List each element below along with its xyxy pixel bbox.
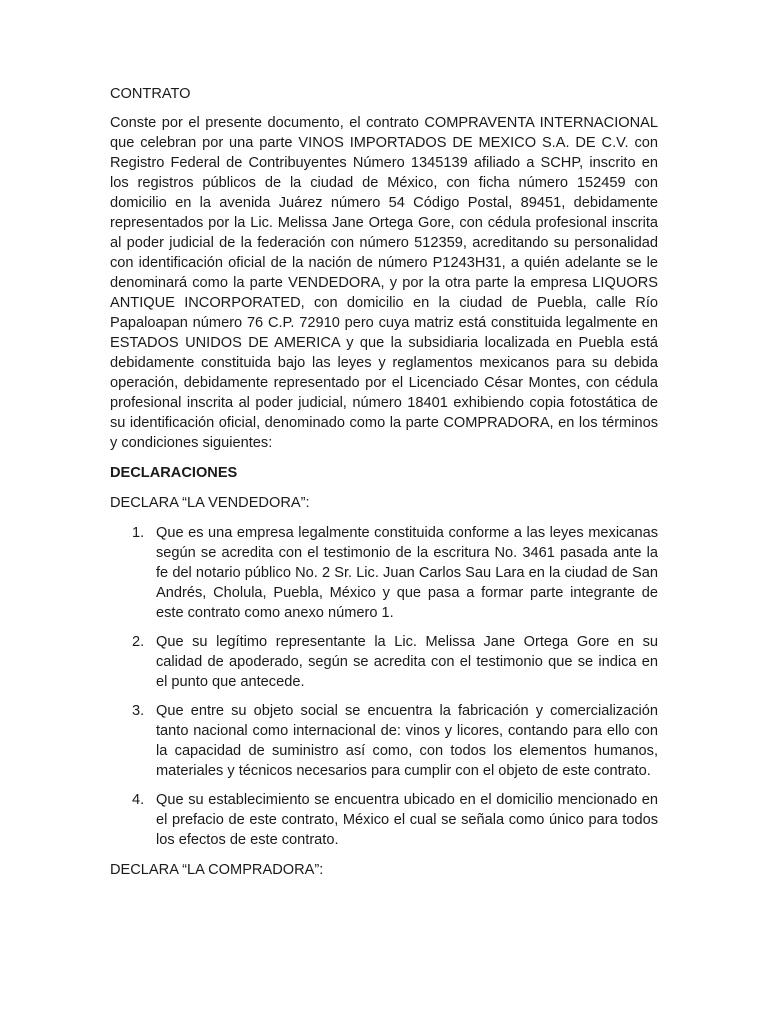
- list-item-number: 3.: [132, 703, 145, 719]
- list-item: [110, 701, 658, 781]
- list-item: [110, 632, 658, 692]
- list-item-number: 2.: [132, 634, 145, 650]
- document-title: CONTRATO: [110, 86, 191, 102]
- list-item: [110, 523, 658, 623]
- vendedora-heading: DECLARA “LA VENDEDORA”:: [110, 495, 310, 511]
- intro-paragraph: Conste por el presente documento, el contrato COMPRAVENTA INTERNACIONAL que celebran por una parte VINOS IMPORTADOS DE MEXICO S.A. DE C.V. con Registro Federal de Contribuyentes Número 1345139 afiliado a SCHP, inscrito en los registros públicos de la ciudad de México, con ficha número 152459 con domicilio en la avenida Juárez número 54 Código Postal, 89451, debidamente representados por la Lic. Melissa Jane Ortega Gore, con cédula profesional inscrita al poder judicial de la federación con número 512359, acreditando su personalidad con identificación oficial de la nación de número P1243H31, a quién adelante se le denominará como la parte VENDEDORA, y por la otra parte la empresa LIQUORS ANTIQUE INCORPORATED, con domicilio en la ciudad de Puebla, calle Río Papaloapan número 76 C.P. 72910 pero cuya matriz está constituida legalmente en ESTADOS UNIDOS DE AMERICA y que la subsidiaria localizada en Puebla está debidamente constituida bajo las leyes y reglamentos mexicanos para su debida operación, debidamente representado por el Licenciado César Montes, con cédula profesional inscrita al poder judicial, número 18401 exhibiendo copia fotostática de su identificación oficial, denominado como la parte COMPRADORA, en los términos y condiciones siguientes:: [110, 115, 658, 451]
- list-item-text: Que es una empresa legalmente constituida conforme a las leyes mexicanas según se acredita con el testimonio de la escritura No. 3461 pasada ante la fe del notario público No. 2 Sr. Lic. Juan Carlos Sau Lara en la ciudad de San Andrés, Cholula, Puebla, México y que pasa a formar parte integrante de este contrato como anexo número 1.: [156, 525, 658, 621]
- compradora-heading: DECLARA “LA COMPRADORA”:: [110, 862, 324, 878]
- list-item-number: 1.: [132, 525, 145, 541]
- declarations-heading: DECLARACIONES: [110, 465, 238, 481]
- list-item-text: Que su establecimiento se encuentra ubicado en el domicilio mencionado en el prefacio de este contrato, México el cual se señala como único para todos los efectos de este contrato.: [156, 792, 658, 848]
- list-item: [110, 790, 658, 850]
- list-item-number: 4.: [132, 792, 145, 808]
- vendedora-declarations-list: [110, 523, 658, 850]
- list-item-text: Que su legítimo representante la Lic. Melissa Jane Ortega Gore en su calidad de apoderado, según se acredita con el testimonio que se indica en el punto que antecede.: [156, 634, 658, 690]
- list-item-text: Que entre su objeto social se encuentra la fabricación y comercialización tanto nacional como internacional de: vinos y licores, contando para ello con la capacidad de suministro así como, con todos los elementos humanos, materiales y técnicos necesarios para cumplir con el objeto de este contrato.: [156, 703, 658, 779]
